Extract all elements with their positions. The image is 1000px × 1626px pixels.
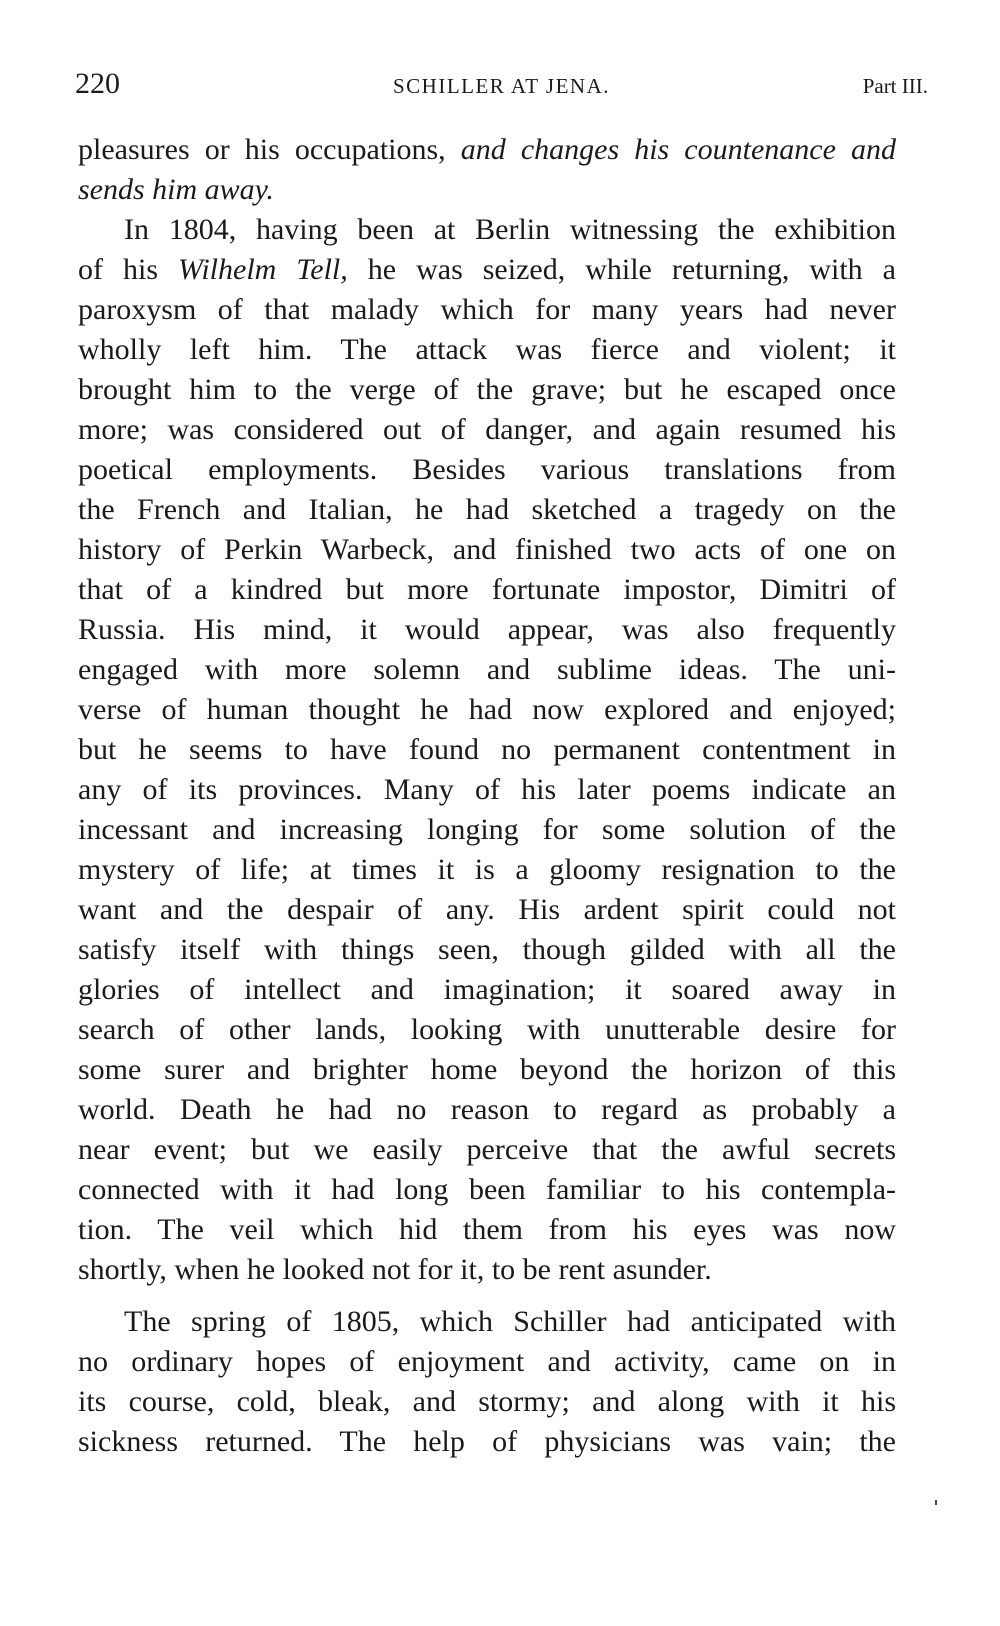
text-line [78,1382,896,1422]
text-run: Russia. His mind, it would appear, was also frequently [78,613,896,646]
text-line [78,850,896,890]
text-run: pleasures or his occupations, [78,133,461,166]
text-line [78,1302,896,1342]
text-run: he was seized, while returning, with a [347,253,896,286]
stray-ink-mark [935,1500,937,1505]
text-run: more; was considered out of danger, and again resumed his [78,413,896,446]
text-line [78,1090,896,1130]
text-line [78,1130,896,1170]
text-run: mystery of life; at times it is a gloomy resignation to the [78,853,896,886]
text-line [78,890,896,930]
text-run: want and the despair of any. His ardent spirit could not [78,893,896,926]
italic-text: and changes his countenance and [460,133,896,166]
text-line [78,450,896,490]
text-line [78,1342,896,1382]
text-run: verse of human thought he had now explored and enjoyed; [78,693,896,726]
text-line [78,930,896,970]
text-run: poetical employments. Besides various translations from [78,453,896,486]
text-run: brought him to the verge of the grave; but he escaped once [78,373,896,406]
text-run: connected with it had long been familiar to his contempla- [78,1173,896,1206]
text-line [78,370,896,410]
running-title: SCHILLER AT JENA. [392,74,611,98]
text-run: but he seems to have found no permanent contentment in [78,733,896,766]
text-line [78,770,896,810]
text-run: sickness returned. The help of physicians was vain; the [78,1425,896,1458]
text-line [78,290,896,330]
text-run: no ordinary hopes of enjoyment and activity, came on in [78,1345,896,1378]
text-line [78,530,896,570]
text-line [78,330,896,370]
text-run: of his [78,253,179,286]
part-label: Part III. [862,74,928,98]
text-line [78,250,896,290]
text-run: near event; but we easily perceive that the awful secrets [78,1133,896,1166]
text-run: its course, cold, bleak, and stormy; and along with it his [78,1385,896,1418]
text-line [78,1210,896,1250]
text-line [78,490,896,530]
text-run: paroxysm of that malady which for many years had never [78,293,896,326]
text-line [78,1050,896,1090]
text-run: search of other lands, looking with unutterable desire for [78,1013,896,1046]
text-run: some surer and brighter home beyond the horizon of this [78,1053,896,1086]
text-line [78,970,896,1010]
text-line [78,1010,896,1050]
text-run: engaged with more solemn and sublime ideas. The uni- [78,653,896,686]
italic-text: Wilhelm Tell, [178,253,348,286]
text-line [78,170,896,210]
text-line [78,410,896,450]
italic-text: sends him away. [78,173,274,206]
text-line [78,650,896,690]
text-line [78,610,896,650]
text-line [78,730,896,770]
text-run: any of its provinces. Many of his later poems indicate an [78,773,896,806]
text-line [78,810,896,850]
text-run: satisfy itself with things seen, though gilded with all the [78,933,896,966]
text-run: The spring of 1805, which Schiller had anticipated with [124,1305,896,1338]
text-line [78,1250,896,1290]
text-run: the French and Italian, he had sketched a tragedy on the [78,493,896,526]
text-line [78,1422,896,1462]
text-run: history of Perkin Warbeck, and finished two acts of one on [78,533,896,566]
running-head [75,64,928,104]
text-run: shortly, when he looked not for it, to be rent asunder. [78,1253,712,1286]
text-line [78,570,896,610]
text-run: that of a kindred but more fortunate impostor, Dimitri of [78,573,896,606]
text-run: world. Death he had no reason to regard as probably a [78,1093,896,1126]
text-run: In 1804, having been at Berlin witnessing the exhibition [124,213,896,246]
text-line [78,1170,896,1210]
body-text [78,130,896,1462]
text-line [78,690,896,730]
text-line [78,130,896,170]
text-run: wholly left him. The attack was fierce and violent; it [78,333,896,366]
text-line [78,210,896,250]
text-run: tion. The veil which hid them from his eyes was now [78,1213,896,1246]
text-run: glories of intellect and imagination; it soared away in [78,973,896,1006]
text-run: incessant and increasing longing for some solution of the [78,813,896,846]
page-number: 220 [75,67,120,100]
